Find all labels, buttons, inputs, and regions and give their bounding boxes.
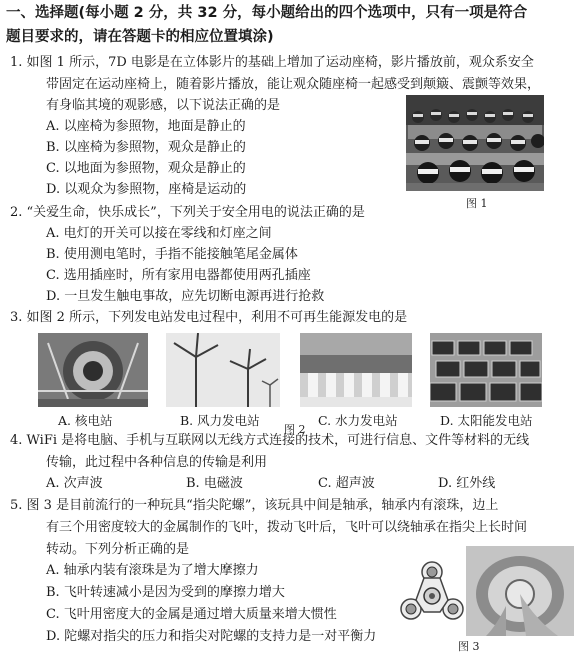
q1-option-a: A. 以座椅为参照物，地面是静止的 <box>46 119 246 134</box>
fidget-spinner-drawing <box>398 560 466 628</box>
q1-stem-line2: 带固定在运动座椅上，随着影片播放，能让观众随座椅一起感受到颠簸、震颤等效果， <box>46 77 541 92</box>
solar-plant-photo <box>430 333 542 407</box>
photo-label-b: B. 风力发电站 <box>180 413 260 428</box>
q5-stem-line2: 有三个用密度较大的金属制作的飞叶，拨动飞叶后，飞叶可以绕轴承在指尖上长时间 <box>46 520 528 535</box>
q4-stem-line2: 传输，此过程中各种信息的传输是利用 <box>46 455 268 470</box>
q4-option-a: A. 次声波 <box>46 476 103 491</box>
q4-stem-line1: 4. WiFi 是将电脑、手机与互联网以无线方式连接的技术，可进行信息、文件等材料的无线 <box>10 433 530 448</box>
q5-option-d: D. 陀螺对指尖的压力和指尖对陀螺的支持力是一对平衡力 <box>46 629 377 644</box>
q5-option-b: B. 飞叶转速减小是因为受到的摩擦力增大 <box>46 585 285 600</box>
figure3-caption: 图 3 <box>458 640 480 652</box>
q2-option-a: A. 电灯的开关可以接在零线和灯座之间 <box>46 226 272 241</box>
q2-option-d: D. 一旦发生触电事故，应先切断电源再进行抢救 <box>46 289 325 304</box>
q2-option-b: B. 使用测电笔时，手指不能接触笔尾金属体 <box>46 247 298 262</box>
q5-stem-line1: 5. 图 3 是目前流行的一种玩具“指尖陀螺”，该玩具中间是轴承，轴承内有滚珠，边上 <box>10 498 499 513</box>
nuclear-plant-photo <box>38 333 148 407</box>
q4-option-b: B. 电磁波 <box>186 476 243 491</box>
spinner-on-finger-photo <box>466 546 574 636</box>
q1-option-b: B. 以座椅为参照物，观众是静止的 <box>46 140 246 155</box>
figure1-caption: 图 1 <box>466 197 488 210</box>
q2-option-c: C. 选用插座时，所有家用电器都使用两孔插座 <box>46 268 311 283</box>
figure1-cinema-photo <box>406 95 544 191</box>
q4-option-c: C. 超声波 <box>318 476 375 491</box>
photo-label-d: D. 太阳能发电站 <box>440 413 533 428</box>
wind-farm-photo <box>166 333 280 407</box>
hydro-dam-photo <box>300 333 412 407</box>
photo-label-c: C. 水力发电站 <box>318 413 398 428</box>
figure2-caption: 图 2 <box>284 423 306 436</box>
q3-stem: 3. 如图 2 所示，下列发电站发电过程中，利用不可再生能源发电的是 <box>10 310 408 325</box>
q5-stem-line3: 转动。下列分析正确的是 <box>46 542 190 557</box>
section-title-line2: 题目要求的，请在答题卡的相应位置填涂) <box>6 29 274 45</box>
q1-option-c: C. 以地面为参照物，观众是静止的 <box>46 161 246 176</box>
q5-option-c: C. 飞叶用密度大的金属是通过增大质量来增大惯性 <box>46 607 337 622</box>
q1-option-d: D. 以观众为参照物，座椅是运动的 <box>46 182 247 197</box>
q4-option-d: D. 红外线 <box>438 476 496 491</box>
section-title-line1: 一、选择题(每小题 2 分，共 32 分，每小题给出的四个选项中，只有一项是符合 <box>6 5 528 21</box>
photo-label-a: A. 核电站 <box>58 413 113 428</box>
q2-stem: 2. “关爱生命，快乐成长”，下列关于安全用电的说法正确的是 <box>10 205 365 220</box>
q5-option-a: A. 轴承内装有滚珠是为了增大摩擦力 <box>46 563 259 578</box>
q1-stem-line3: 有身临其境的观影感，以下说法正确的是 <box>46 98 281 113</box>
q1-stem-line1: 1. 如图 1 所示，7D 电影是在立体影片的基础上增加了运动座椅，影片播放前，观众系安全 <box>10 55 534 70</box>
